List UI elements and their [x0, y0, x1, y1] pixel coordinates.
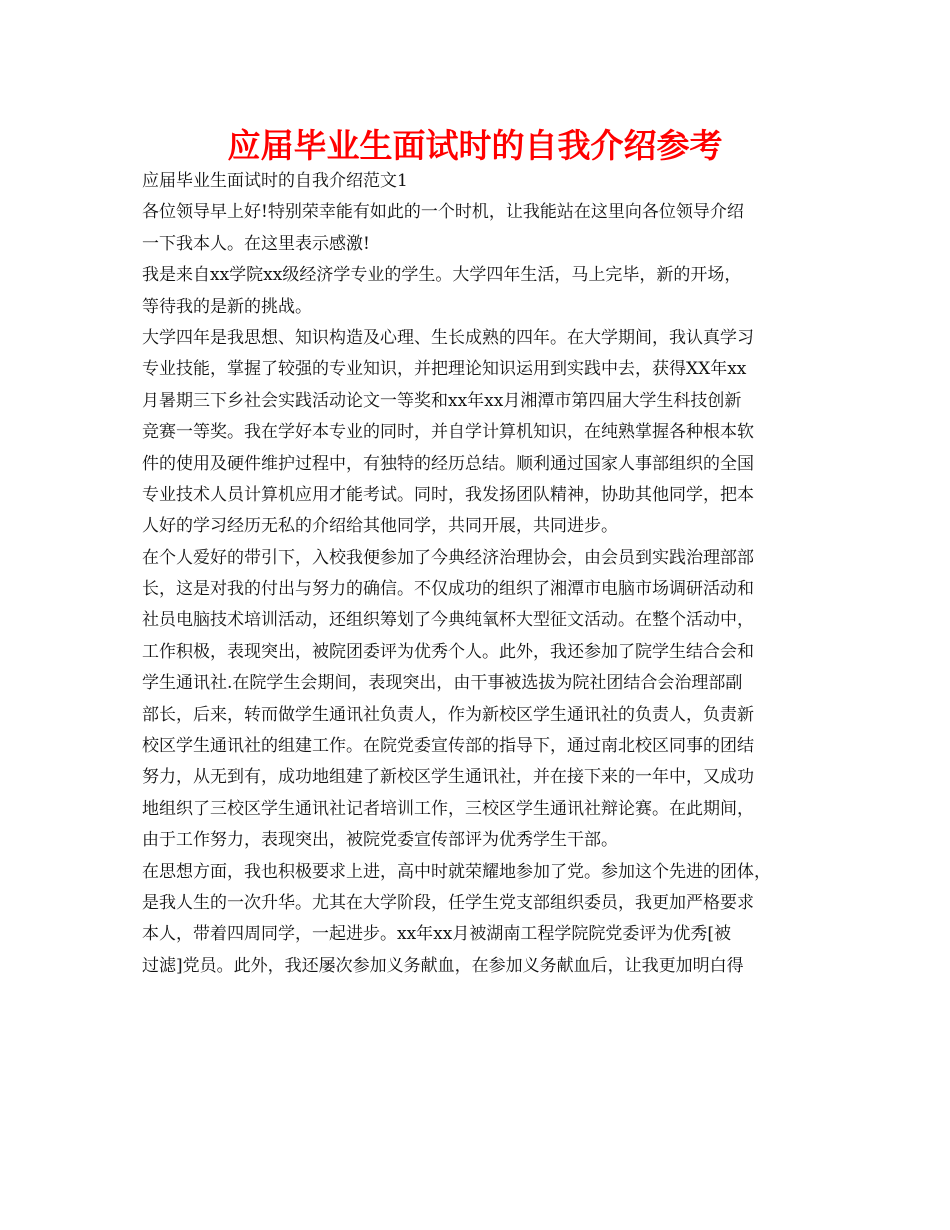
document-body	[142, 166, 822, 982]
body-line: 学生通讯社.在院学生会期间，表现突出，由干事被选拔为院社团结合会治理部副	[142, 673, 743, 694]
body-line: 校区学生通讯社的组建工作。在院党委宣传部的指导下，通过南北校区同事的团结	[142, 736, 754, 757]
body-line: 本人，带着四周同学，一起进步。xx年xx月被湖南工程学院院党委评为优秀[被	[142, 924, 731, 945]
body-line: 是我人生的一次升华。尤其在大学阶段，任学生党支部组织委员，我更加严格要求	[142, 892, 754, 913]
body-line: 部长，后来，转而做学生通讯社负责人，作为新校区学生通讯社的负责人，负责新	[142, 704, 754, 725]
document-title: 应届毕业生面试时的自我介绍参考	[227, 126, 723, 165]
body-line: 在思想方面，我也积极要求上进，高中时就荣耀地参加了党。参加这个先进的团体，	[142, 861, 771, 882]
body-line: 一下我本人。在这里表示感激!	[142, 233, 370, 254]
body-line: 应届毕业生面试时的自我介绍范文1	[142, 171, 408, 191]
body-line: 地组织了三校区学生通讯社记者培训工作，三校区学生通讯社辩论赛。在此期间，	[142, 798, 754, 819]
body-line: 各位领导早上好!特别荣幸能有如此的一个时机，让我能站在这里向各位领导介绍	[142, 202, 744, 223]
body-line: 件的使用及硬件维护过程中，有独特的经历总结。顺利通过国家人事部组织的全国	[142, 453, 754, 474]
body-line: 由于工作努力，表现突出，被院党委宣传部评为优秀学生干部。	[142, 830, 618, 851]
body-line: 月暑期三下乡社会实践活动论文一等奖和xx年xx月湘潭市第四届大学生科技创新	[142, 390, 742, 411]
body-line: 人好的学习经历无私的介绍给其他同学，共同开展，共同进步。	[142, 516, 618, 537]
body-line: 工作积极，表现突出，被院团委评为优秀个人。此外，我还参加了院学生结合会和	[142, 641, 754, 662]
body-line: 专业技能，掌握了较强的专业知识，并把理论知识运用到实践中去，获得XX年xx	[142, 359, 747, 380]
body-line: 专业技术人员计算机应用才能考试。同时，我发扬团队精神，协助其他同学，把本	[142, 484, 754, 505]
body-line: 长，这是对我的付出与努力的确信。不仅成功的组织了湘潭市电脑市场调研活动和	[142, 579, 754, 600]
body-line: 过滤]党员。此外，我还屡次参加义务献血，在参加义务献血后，让我更加明白得	[142, 955, 744, 976]
body-line: 社员电脑技术培训活动，还组织筹划了今典纯氧杯大型征文活动。在整个活动中，	[142, 610, 754, 631]
body-line: 大学四年是我思想、知识构造及心理、生长成熟的四年。在大学期间，我认真学习	[142, 327, 754, 348]
body-line: 竞赛一等奖。我在学好本专业的同时，并自学计算机知识，在纯熟掌握各种根本软	[142, 422, 754, 443]
body-line: 努力，从无到有，成功地组建了新校区学生通讯社，并在接下来的一年中，又成功	[142, 767, 754, 788]
body-line: 等待我的是新的挑战。	[142, 296, 312, 317]
body-line: 在个人爱好的带引下，入校我便参加了今典经济治理协会，由会员到实践治理部部	[142, 547, 754, 568]
body-line: 我是来自xx学院xx级经济学专业的学生。大学四年生活，马上完毕，新的开场，	[142, 265, 742, 286]
